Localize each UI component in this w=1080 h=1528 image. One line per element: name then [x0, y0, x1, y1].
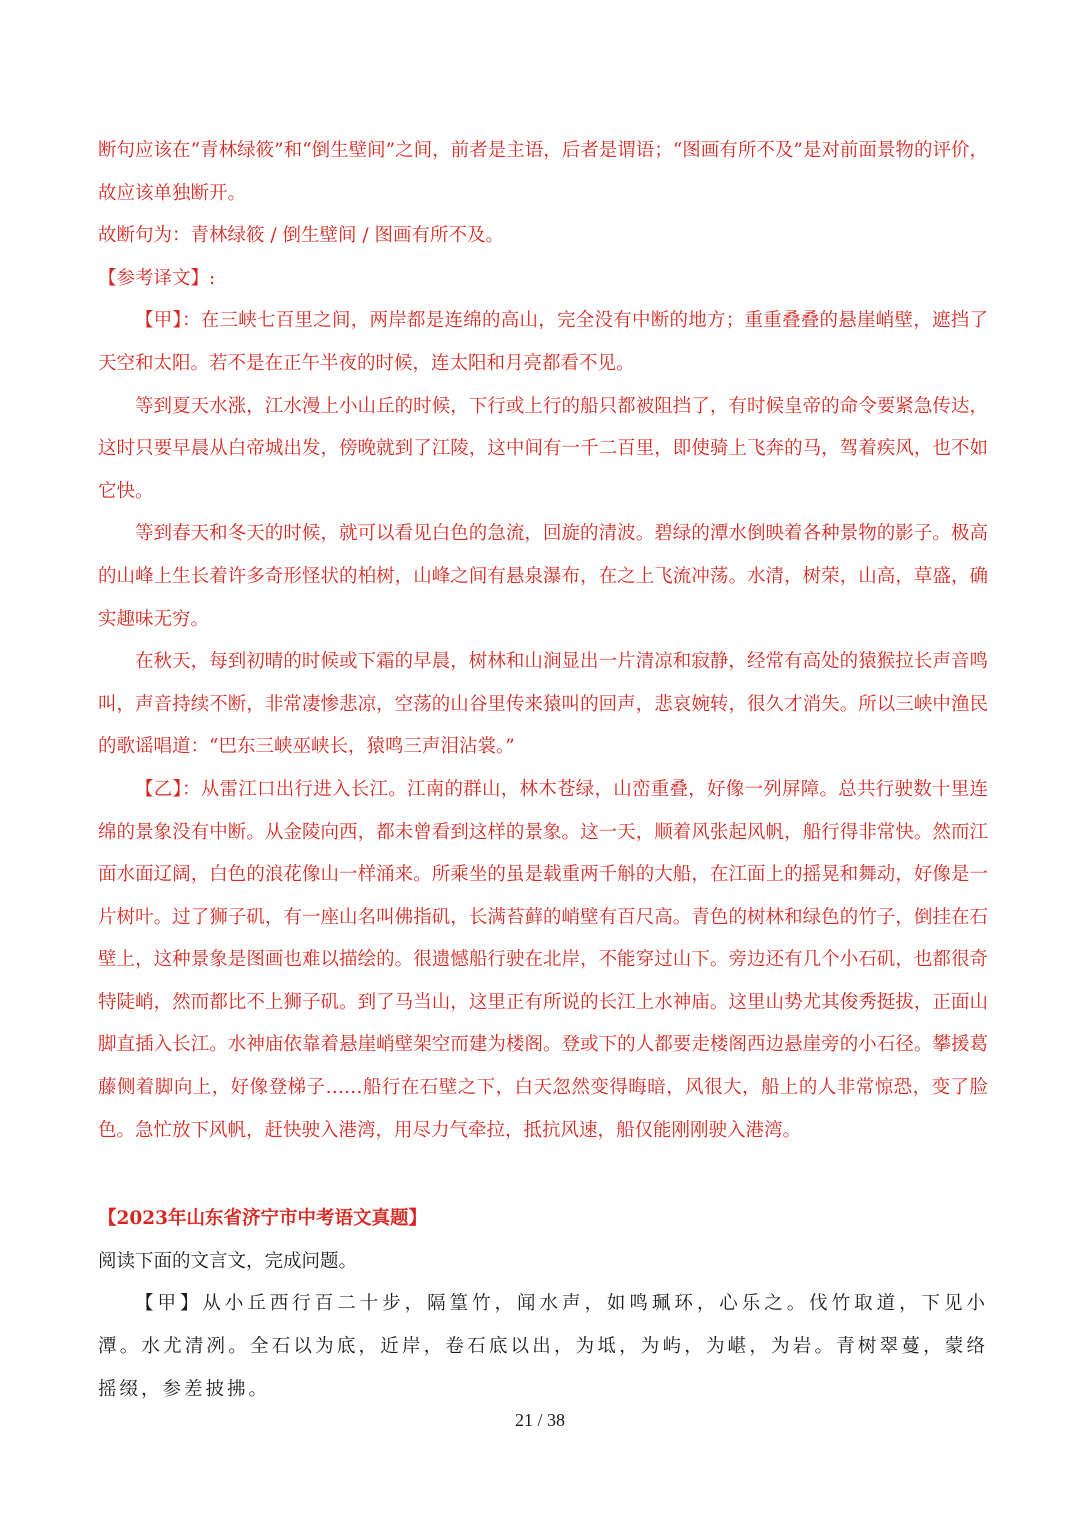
translation-yi-paragraph [98, 769, 988, 1152]
exam-jia-passage: 【甲】从小丘西行百二十步，隔篁竹，闻水声，如鸣珮环，心乐之。伐竹取道，下见小潭。水尤清冽。全石以为底，近岸，卷石底以出，为坻，为屿，为嵁，为岩。青树翠蔓，蒙络摇缀，参差披拂。 [98, 1293, 988, 1400]
page-number: 21 / 38 [514, 1410, 565, 1430]
translation-jia-paragraph-4: 在秋天，每到初晴的时候或下霜的早晨，树林和山涧显出一片清凉和寂静，经常有高处的猿猴拉长声音鸣叫，声音持续不断，非常凄惨悲凉，空荡的山谷里传来猿叫的回声，悲哀婉转，很久才消失。所以三峡中渔民的歌谣唱道：“巴东三峡巫峡长，猿鸣三声泪沾裳。” [98, 651, 988, 758]
jia-text-1: ：在三峡七百里之间，两岸都是连绵的高山，完全没有中断的地方；重重叠叠的悬崖峭壁，遮挡了天空和太阳。若不是在正午半夜的时候，连太阳和月亮都看不见。 [98, 310, 988, 374]
section-spacer [98, 1152, 988, 1198]
exam-title: 【2023年山东省济宁市中考语文真题】 [98, 1208, 427, 1230]
translation-heading: 【参考译文】: [98, 267, 216, 289]
translation-jia-paragraph-1 [98, 300, 988, 385]
yi-label: 【乙】 [135, 778, 182, 800]
explanation-paragraph: 断句应该在“青林绿筱”和“倒生壁间”之间，前者是主语，后者是谓语；“图画有所不及”是对前面景物的评价，故应该单独断开。 [98, 140, 988, 204]
jia-label: 【甲】 [135, 310, 182, 332]
page-content [98, 130, 988, 1411]
exam-instruction: 阅读下面的文言文，完成问题。 [98, 1250, 358, 1272]
explanation-conclusion: 故断句为：青林绿筱 / 倒生壁间 / 图画有所不及。 [98, 225, 504, 247]
translation-jia-paragraph-2: 等到夏天水涨，江水漫上小山丘的时候，下行或上行的船只都被阻挡了，有时候皇帝的命令要紧急传达，这时只要早晨从白帝城出发，傍晚就到了江陵，这中间有一千二百里，即使骑上飞奔的马，驾着疾风，也不如它快。 [98, 395, 988, 502]
yi-text: ：从雷江口出行进入长江。江南的群山，林木苍绿，山峦重叠，好像一列屏障。总共行驶数十里连绵的景象没有中断。从金陵向西，都未曾看到这样的景象。这一天，顺着风张起风帆，船行得非常快。然而江面水面辽阔，白色的浪花像山一样涌来。所乘坐的虽是载重两千斛的大船，在江面上的摇晃和舞动，好像是一片树叶。过了狮子矶，有一座山名叫佛指矶，长满苔藓的峭壁有百尺高。青色的树林和绿色的竹子，倒挂在石壁上，这种景象是图画也难以描绘的。很遗憾船行驶在北岸，不能穿过山下。旁边还有几个小石矶，也都很奇特陡峭，然而都比不上狮子矶。到了马当山，这里正有所说的长江上水神庙。这里山势尤其俊秀挺拔，正面山脚直插入长江。水神庙依靠着悬崖峭壁架空而建为楼阁。登或下的人都要走楼阁西边悬崖旁的小石径。攀援葛藤侧着脚向上，好像登梯子……船行在石壁之下，白天忽然变得晦暗，风很大，船上的人非常惊恐，变了脸色。急忙放下风帆，赶快驶入港湾，用尽力气牵拉，抵抗风速，船仅能刚刚驶入港湾。 [98, 778, 988, 1141]
translation-jia-paragraph-3: 等到春天和冬天的时候，就可以看见白色的急流，回旋的清波。碧绿的潭水倒映着各种景物的影子。极高的山峰上生长着许多奇形怪状的柏树，山峰之间有悬泉瀑布，在之上飞流冲荡。水清，树荣，山高，草盛，确实趣味无穷。 [98, 523, 988, 630]
